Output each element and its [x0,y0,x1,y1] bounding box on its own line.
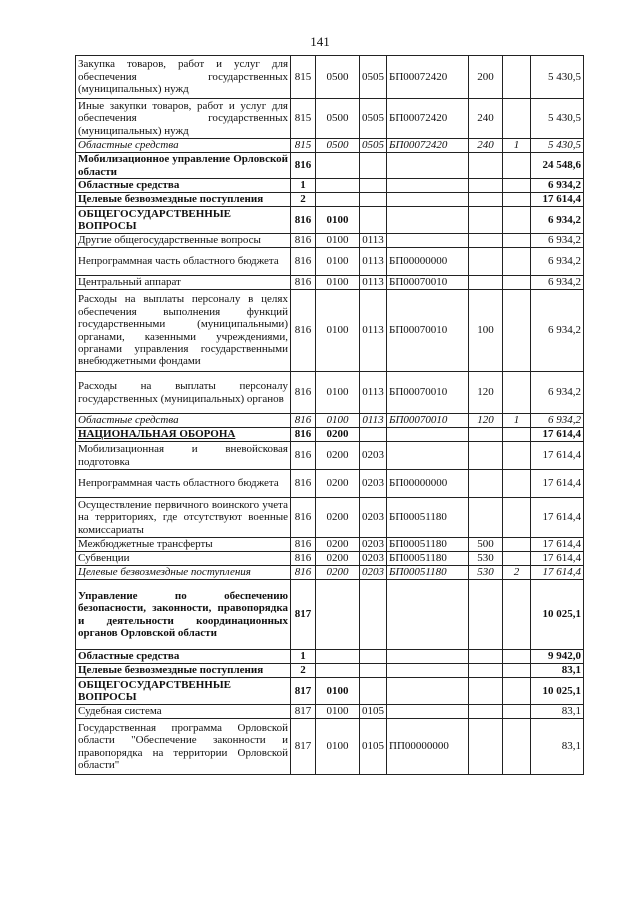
row-name-cell: Целевые безвозмездные поступления [76,664,291,678]
row-amount-cell: 6 934,2 [531,179,584,193]
row-subsection-cell: 0113 [360,372,387,414]
table-row [76,719,584,775]
row-subsection-cell: 0203 [360,538,387,552]
table-row [76,99,584,139]
row-section-cell [316,193,360,207]
table-row [76,372,584,414]
row-expense-type-cell [469,442,503,470]
row-subsection-cell: 0203 [360,552,387,566]
row-subsection-cell [360,678,387,705]
table-row [76,678,584,705]
row-expense-type-cell [469,248,503,276]
row-amount-cell: 17 614,4 [531,552,584,566]
table-row [76,498,584,538]
row-target-article-cell [387,650,469,664]
row-target-article-cell [387,193,469,207]
row-expense-type-cell: 100 [469,290,503,372]
row-name-cell: Государственная программа Орловской области "Обеспечение законности и правопорядка на территории Орловской области" [76,719,291,775]
row-section-cell [316,650,360,664]
row-target-article-cell: БП00051180 [387,566,469,580]
row-amount-cell: 10 025,1 [531,678,584,705]
row-section-cell: 0100 [316,678,360,705]
row-target-article-cell [387,234,469,248]
table-row [76,566,584,580]
row-funding-source-cell [503,650,531,664]
table-row [76,580,584,650]
row-expense-type-cell: 240 [469,139,503,153]
row-amount-cell: 83,1 [531,719,584,775]
row-subsection-cell: 0203 [360,498,387,538]
row-name-cell: Закупка товаров, работ и услуг для обеспечения государственных (муниципальных) нужд [76,56,291,99]
row-expense-type-cell: 200 [469,56,503,99]
row-amount-cell: 6 934,2 [531,372,584,414]
table-row [76,442,584,470]
row-target-article-cell: ПП00000000 [387,719,469,775]
row-target-article-cell: БП00000000 [387,248,469,276]
row-name-cell: Непрограммная часть областного бюджета [76,470,291,498]
table-row [76,179,584,193]
row-target-article-cell: БП00070010 [387,290,469,372]
table-row [76,470,584,498]
row-expense-type-cell [469,276,503,290]
row-ministry-code-cell: 816 [291,552,316,566]
row-subsection-cell: 0505 [360,139,387,153]
row-section-cell: 0200 [316,498,360,538]
row-section-cell: 0100 [316,276,360,290]
row-section-cell: 0200 [316,566,360,580]
row-amount-cell: 6 934,2 [531,234,584,248]
row-funding-source-cell [503,428,531,442]
row-amount-cell: 6 934,2 [531,290,584,372]
table-row [76,290,584,372]
row-section-cell: 0100 [316,414,360,428]
row-funding-source-cell [503,498,531,538]
row-subsection-cell: 0113 [360,414,387,428]
row-subsection-cell: 0113 [360,234,387,248]
row-funding-source-cell [503,552,531,566]
row-funding-source-cell [503,664,531,678]
table-row [76,56,584,99]
row-subsection-cell: 0203 [360,566,387,580]
row-subsection-cell [360,179,387,193]
row-ministry-code-cell: 816 [291,428,316,442]
row-ministry-code-cell: 816 [291,538,316,552]
row-funding-source-cell [503,719,531,775]
row-expense-type-cell [469,580,503,650]
row-subsection-cell [360,207,387,234]
row-name-cell: Субвенции [76,552,291,566]
row-target-article-cell [387,179,469,193]
table-row [76,705,584,719]
row-amount-cell: 17 614,4 [531,498,584,538]
row-funding-source-cell [503,538,531,552]
row-amount-cell: 17 614,4 [531,193,584,207]
row-expense-type-cell: 500 [469,538,503,552]
row-target-article-cell: БП00072420 [387,139,469,153]
row-name-cell: Расходы на выплаты персоналу в целях обеспечения выполнения функций государственными (муниципальными) органами, казенными учреждениями, органами управления государственными внебюджетными фондами [76,290,291,372]
row-section-cell: 0100 [316,290,360,372]
table-row [76,650,584,664]
table-row [76,664,584,678]
row-expense-type-cell [469,153,503,179]
row-section-cell [316,580,360,650]
row-target-article-cell [387,580,469,650]
row-section-cell [316,179,360,193]
row-ministry-code-cell: 2 [291,193,316,207]
row-ministry-code-cell: 817 [291,705,316,719]
table-row [76,248,584,276]
table-row [76,193,584,207]
row-amount-cell: 6 934,2 [531,414,584,428]
row-funding-source-cell [503,290,531,372]
row-expense-type-cell: 240 [469,99,503,139]
row-name-cell: Межбюджетные трансферты [76,538,291,552]
row-amount-cell: 6 934,2 [531,276,584,290]
row-section-cell: 0200 [316,470,360,498]
table-row [76,276,584,290]
row-name-cell: Областные средства [76,414,291,428]
budget-table [75,55,584,775]
row-name-cell: Областные средства [76,139,291,153]
row-ministry-code-cell: 2 [291,664,316,678]
row-expense-type-cell [469,705,503,719]
row-target-article-cell: БП00051180 [387,538,469,552]
row-expense-type-cell [469,664,503,678]
row-expense-type-cell [469,207,503,234]
row-subsection-cell: 0113 [360,248,387,276]
row-name-cell: Центральный аппарат [76,276,291,290]
row-ministry-code-cell: 817 [291,678,316,705]
row-target-article-cell: БП00070010 [387,276,469,290]
row-section-cell: 0100 [316,705,360,719]
row-funding-source-cell [503,193,531,207]
row-funding-source-cell [503,372,531,414]
row-expense-type-cell [469,719,503,775]
row-name-cell: ОБЩЕГОСУДАРСТВЕННЫЕ ВОПРОСЫ [76,207,291,234]
row-amount-cell: 24 548,6 [531,153,584,179]
row-amount-cell: 17 614,4 [531,566,584,580]
row-ministry-code-cell: 816 [291,566,316,580]
row-ministry-code-cell: 816 [291,276,316,290]
row-name-cell: Непрограммная часть областного бюджета [76,248,291,276]
row-name-cell: ОБЩЕГОСУДАРСТВЕННЫЕ ВОПРОСЫ [76,678,291,705]
row-section-cell: 0200 [316,552,360,566]
row-subsection-cell [360,650,387,664]
table-row [76,552,584,566]
row-name-cell: Мобилизационное управление Орловской области [76,153,291,179]
row-target-article-cell [387,428,469,442]
row-section-cell: 0100 [316,207,360,234]
row-amount-cell: 5 430,5 [531,56,584,99]
row-section-cell: 0500 [316,56,360,99]
row-funding-source-cell [503,678,531,705]
row-target-article-cell [387,442,469,470]
row-expense-type-cell [469,193,503,207]
row-name-cell: Судебная система [76,705,291,719]
row-funding-source-cell: 1 [503,414,531,428]
table-row [76,207,584,234]
row-amount-cell: 83,1 [531,664,584,678]
row-funding-source-cell [503,276,531,290]
row-funding-source-cell [503,442,531,470]
row-ministry-code-cell: 816 [291,290,316,372]
row-target-article-cell: БП00072420 [387,99,469,139]
row-subsection-cell [360,428,387,442]
row-expense-type-cell [469,650,503,664]
row-section-cell: 0100 [316,719,360,775]
row-target-article-cell [387,678,469,705]
row-target-article-cell: БП00051180 [387,498,469,538]
row-funding-source-cell [503,705,531,719]
row-target-article-cell [387,207,469,234]
row-name-cell: НАЦИОНАЛЬНАЯ ОБОРОНА [76,428,291,442]
row-ministry-code-cell: 816 [291,414,316,428]
row-amount-cell: 83,1 [531,705,584,719]
row-expense-type-cell [469,179,503,193]
row-ministry-code-cell: 816 [291,498,316,538]
row-name-cell: Другие общегосударственные вопросы [76,234,291,248]
row-subsection-cell: 0203 [360,470,387,498]
row-target-article-cell [387,705,469,719]
row-subsection-cell: 0505 [360,56,387,99]
row-name-cell: Иные закупки товаров, работ и услуг для обеспечения государственных (муниципальных) нужд [76,99,291,139]
table-row [76,428,584,442]
row-expense-type-cell [469,428,503,442]
row-section-cell: 0200 [316,428,360,442]
row-funding-source-cell [503,234,531,248]
row-funding-source-cell [503,580,531,650]
row-subsection-cell: 0105 [360,705,387,719]
row-expense-type-cell [469,234,503,248]
row-expense-type-cell [469,470,503,498]
row-ministry-code-cell: 1 [291,650,316,664]
row-name-cell: Расходы на выплаты персоналу государственных (муниципальных) органов [76,372,291,414]
row-funding-source-cell [503,207,531,234]
row-ministry-code-cell: 816 [291,153,316,179]
row-name-cell: Управление по обеспечению безопасности, законности, правопорядка и деятельности координационных органов Орловской области [76,580,291,650]
row-section-cell: 0500 [316,99,360,139]
row-ministry-code-cell: 816 [291,470,316,498]
row-amount-cell: 6 934,2 [531,207,584,234]
row-section-cell [316,153,360,179]
row-funding-source-cell: 2 [503,566,531,580]
row-expense-type-cell [469,678,503,705]
row-funding-source-cell [503,248,531,276]
row-target-article-cell: БП00070010 [387,372,469,414]
row-section-cell: 0100 [316,372,360,414]
row-section-cell: 0200 [316,442,360,470]
row-amount-cell: 5 430,5 [531,139,584,153]
row-expense-type-cell [469,498,503,538]
row-subsection-cell [360,580,387,650]
page-number: 141 [310,34,330,49]
row-name-cell: Областные средства [76,179,291,193]
row-section-cell: 0500 [316,139,360,153]
row-amount-cell: 6 934,2 [531,248,584,276]
row-ministry-code-cell: 815 [291,99,316,139]
row-ministry-code-cell: 1 [291,179,316,193]
row-funding-source-cell [503,99,531,139]
row-subsection-cell [360,153,387,179]
row-funding-source-cell [503,153,531,179]
row-target-article-cell: БП00070010 [387,414,469,428]
row-section-cell: 0100 [316,234,360,248]
row-ministry-code-cell: 815 [291,139,316,153]
row-expense-type-cell: 120 [469,414,503,428]
row-name-cell: Целевые безвозмездные поступления [76,193,291,207]
row-section-cell: 0200 [316,538,360,552]
row-name-cell: Областные средства [76,650,291,664]
row-amount-cell: 17 614,4 [531,470,584,498]
row-subsection-cell [360,193,387,207]
row-target-article-cell [387,664,469,678]
row-ministry-code-cell: 816 [291,234,316,248]
row-amount-cell: 9 942,0 [531,650,584,664]
row-subsection-cell: 0505 [360,99,387,139]
row-amount-cell: 17 614,4 [531,538,584,552]
row-ministry-code-cell: 816 [291,207,316,234]
table-row [76,414,584,428]
row-target-article-cell: БП00000000 [387,470,469,498]
row-amount-cell: 17 614,4 [531,428,584,442]
row-subsection-cell: 0105 [360,719,387,775]
table-row [76,139,584,153]
row-section-cell: 0100 [316,248,360,276]
row-funding-source-cell [503,179,531,193]
row-amount-cell: 10 025,1 [531,580,584,650]
row-target-article-cell: БП00051180 [387,552,469,566]
row-funding-source-cell [503,56,531,99]
row-target-article-cell: БП00072420 [387,56,469,99]
row-name-cell: Целевые безвозмездные поступления [76,566,291,580]
row-ministry-code-cell: 815 [291,56,316,99]
row-expense-type-cell: 530 [469,552,503,566]
row-amount-cell: 5 430,5 [531,99,584,139]
row-ministry-code-cell: 816 [291,442,316,470]
row-funding-source-cell: 1 [503,139,531,153]
row-ministry-code-cell: 817 [291,719,316,775]
row-ministry-code-cell: 817 [291,580,316,650]
row-subsection-cell: 0113 [360,290,387,372]
table-row [76,538,584,552]
row-subsection-cell: 0203 [360,442,387,470]
row-expense-type-cell: 530 [469,566,503,580]
row-subsection-cell [360,664,387,678]
row-section-cell [316,664,360,678]
row-name-cell: Осуществление первичного воинского учета на территориях, где отсутствуют военные комиссариаты [76,498,291,538]
row-name-cell: Мобилизационная и вневойсковая подготовка [76,442,291,470]
table-body [76,56,584,775]
row-funding-source-cell [503,470,531,498]
row-amount-cell: 17 614,4 [531,442,584,470]
table-row [76,234,584,248]
row-expense-type-cell: 120 [469,372,503,414]
row-target-article-cell [387,153,469,179]
row-ministry-code-cell: 816 [291,372,316,414]
row-ministry-code-cell: 816 [291,248,316,276]
table-row [76,153,584,179]
row-subsection-cell: 0113 [360,276,387,290]
